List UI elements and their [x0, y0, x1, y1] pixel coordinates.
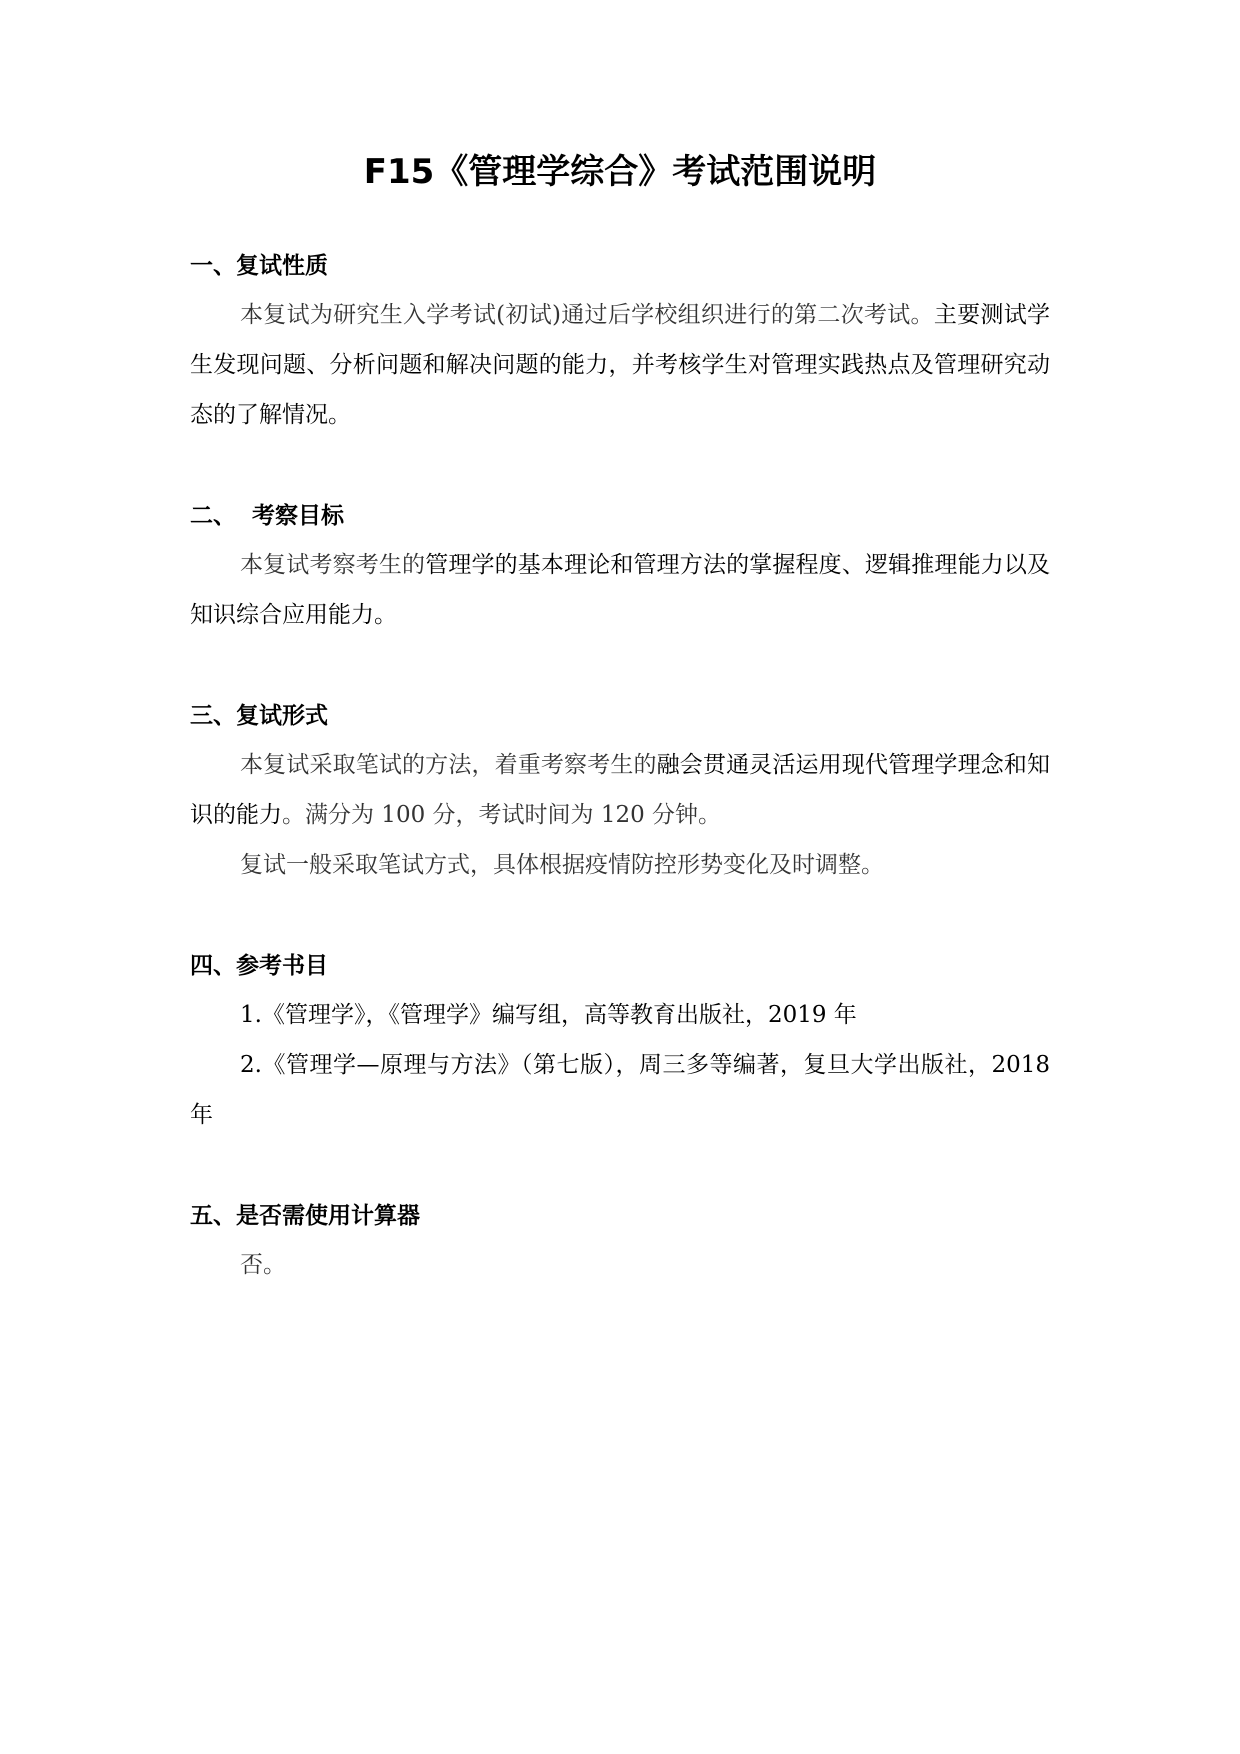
- paragraph-text: 。满分为 100 分，考试时间为 120 分钟。: [282, 802, 722, 828]
- paragraph-text: 否。: [240, 1252, 286, 1278]
- paragraph-emphasis: 管理学的基本理论和管理方法的掌握程度、逻辑推理能力以及知识综合应用能力。: [190, 552, 1051, 628]
- section-paragraph-format: [190, 740, 1050, 840]
- section-heading-nature: 一、复试性质: [190, 253, 328, 279]
- paragraph-emphasis: 融会贯通灵活运用现代管理学理念和知识的能力: [190, 752, 1051, 828]
- section-paragraph-nature: [190, 290, 1050, 440]
- section-heading-calculator: 五、是否需使用计算器: [190, 1203, 420, 1229]
- section-paragraph-calculator: [190, 1240, 1050, 1290]
- paragraph-text: 复试一般采取笔试方式，具体根据疫情防控形势变化及时调整。: [240, 852, 884, 878]
- section-paragraph-objective: [190, 540, 1050, 640]
- section-heading-objective: 二、 考察目标: [190, 503, 345, 529]
- reference-item-1: 1.《管理学》，《管理学》编写组，高等教育出版社，2019 年: [240, 1002, 857, 1028]
- paragraph-text: 本复试为研究生入学考试(初试)通过后学校组织进行的第二次考试。: [240, 302, 934, 328]
- section-heading-format: 三、复试形式: [190, 703, 328, 729]
- paragraph-text: 本复试考察考生的: [240, 552, 426, 578]
- paragraph-text: 本复试采取笔试的方法，着重考察考生的: [240, 752, 657, 778]
- section-heading-references: 四、参考书目: [190, 953, 328, 979]
- paragraph-emphasis: 主要测试学生发现问题、分析问题和解决问题的能力，并考核学生对管理实践热点及管理研究动态的了解情况。: [190, 302, 1051, 428]
- document-title: F15《管理学综合》考试范围说明: [363, 152, 877, 192]
- section-paragraph-format-note: [190, 840, 1050, 890]
- reference-item-2: 2.《管理学—原理与方法》（第七版），周三多等编著，复旦大学出版社，2018 年: [190, 1052, 1050, 1128]
